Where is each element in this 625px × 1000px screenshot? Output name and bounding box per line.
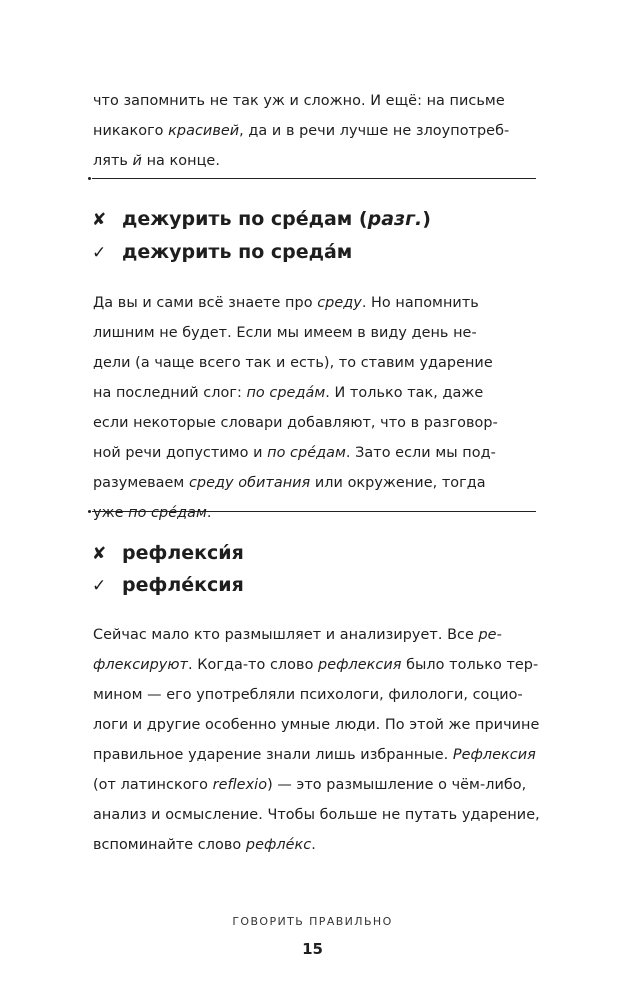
text-run: . Когда-то слово xyxy=(187,657,319,673)
text-run: . xyxy=(311,837,316,853)
text-run: Да вы и сами всё знаете про xyxy=(93,295,318,311)
text-run: было только тер- xyxy=(401,657,539,673)
text-run: вспоминайте слово xyxy=(93,837,246,853)
text-run: дели (а чаще всего так и есть), то ставим ударение xyxy=(93,355,493,371)
running-title: ГОВОРИТЬ ПРАВИЛЬНО xyxy=(232,915,393,928)
wrong-variant-text: рефлекси́я xyxy=(122,542,244,564)
italic-term: по сре́дам xyxy=(128,505,207,521)
page-number: 15 xyxy=(302,940,323,958)
text-run: анализ и осмысление. Чтобы больше не путать ударение, xyxy=(93,807,540,823)
text-line xyxy=(93,288,535,318)
italic-term: Рефлексия xyxy=(452,747,536,763)
text-run: что запомнить не так уж и сложно. И ещё: на письме xyxy=(93,93,505,109)
section2-paragraph xyxy=(93,620,540,860)
check-icon: ✓ xyxy=(92,243,107,263)
text-run: уже xyxy=(93,505,129,521)
text-line xyxy=(93,408,535,438)
text-run: ) — это размышление о чём-либо, xyxy=(267,777,527,793)
text-run: разумеваем xyxy=(93,475,189,491)
section1-paragraph xyxy=(93,288,535,528)
text-run: правильное ударение знали лишь избранные. xyxy=(93,747,453,763)
cross-icon: ✘ xyxy=(92,210,107,230)
section-divider-1 xyxy=(92,178,536,179)
text-run: лять xyxy=(93,153,133,169)
text-line xyxy=(93,650,539,680)
italic-term: флексируют xyxy=(93,657,188,673)
text-run: . Но напомнить xyxy=(361,295,479,311)
text-run: , да и в речи лучше не злоупотреб- xyxy=(239,123,510,139)
italic-term: среду обитания xyxy=(188,475,311,491)
text-line xyxy=(93,146,535,176)
text-run: на конце. xyxy=(141,153,220,169)
text-run: Сейчас мало кто размышляет и анализирует. Все xyxy=(93,627,479,643)
right-variant-heading-2 xyxy=(92,569,542,601)
text-line xyxy=(93,348,535,378)
text-line xyxy=(93,378,535,408)
italic-term: рефлексия xyxy=(318,657,402,673)
text-line xyxy=(93,116,535,146)
text-run: на последний слог: xyxy=(93,385,247,401)
text-line xyxy=(93,800,540,830)
intro-paragraph xyxy=(93,86,535,176)
section-divider-2 xyxy=(92,511,536,512)
italic-term: ре- xyxy=(478,627,502,643)
text-run: логи и другие особенно умные люди. По этой же причине xyxy=(93,717,540,733)
wrong-variant-close: ) xyxy=(422,208,431,230)
italic-term: среду xyxy=(317,295,362,311)
right-variant-text: рефле́ксия xyxy=(122,574,244,596)
right-variant-text: дежурить по среда́м xyxy=(122,241,353,263)
text-run: никакого xyxy=(93,123,169,139)
wrong-variant-heading-1 xyxy=(92,203,542,235)
text-line xyxy=(93,620,535,650)
text-line xyxy=(93,710,540,740)
text-run: мином — его употребляли психологи, филологи, социо- xyxy=(93,687,523,703)
text-run: лишним не будет. Если мы имеем в виду день не- xyxy=(93,325,477,341)
text-line xyxy=(93,86,535,116)
text-run: . Зато если мы под- xyxy=(345,445,496,461)
italic-term: по сре́дам xyxy=(267,445,346,461)
italic-term: по среда́м xyxy=(246,385,326,401)
text-line xyxy=(93,498,535,528)
text-run: . И только так, даже xyxy=(325,385,484,401)
wrong-variant-text: дежурить по сре́дам ( xyxy=(122,208,368,230)
text-run: ной речи допустимо и xyxy=(93,445,268,461)
text-line xyxy=(93,770,535,800)
cross-icon: ✘ xyxy=(92,544,107,564)
text-run: . xyxy=(206,505,212,521)
right-variant-heading-1 xyxy=(92,236,542,268)
check-icon: ✓ xyxy=(92,576,107,596)
text-line xyxy=(93,740,535,770)
text-run: или окружение, тогда xyxy=(310,475,486,491)
italic-term: рефле́кс xyxy=(245,837,312,853)
text-run: если некоторые словари добавляют, что в разговор- xyxy=(93,415,498,431)
text-line xyxy=(93,468,535,498)
text-line xyxy=(93,438,535,468)
text-line xyxy=(93,318,535,348)
italic-term: красивей xyxy=(168,123,240,139)
wrong-variant-heading-2 xyxy=(92,537,542,569)
italic-term: й xyxy=(132,153,142,169)
italic-term: reflexio xyxy=(212,777,268,793)
wrong-variant-note: разг. xyxy=(367,208,423,230)
text-line xyxy=(93,680,535,710)
text-line xyxy=(93,830,535,860)
text-run: (от латинского xyxy=(93,777,213,793)
